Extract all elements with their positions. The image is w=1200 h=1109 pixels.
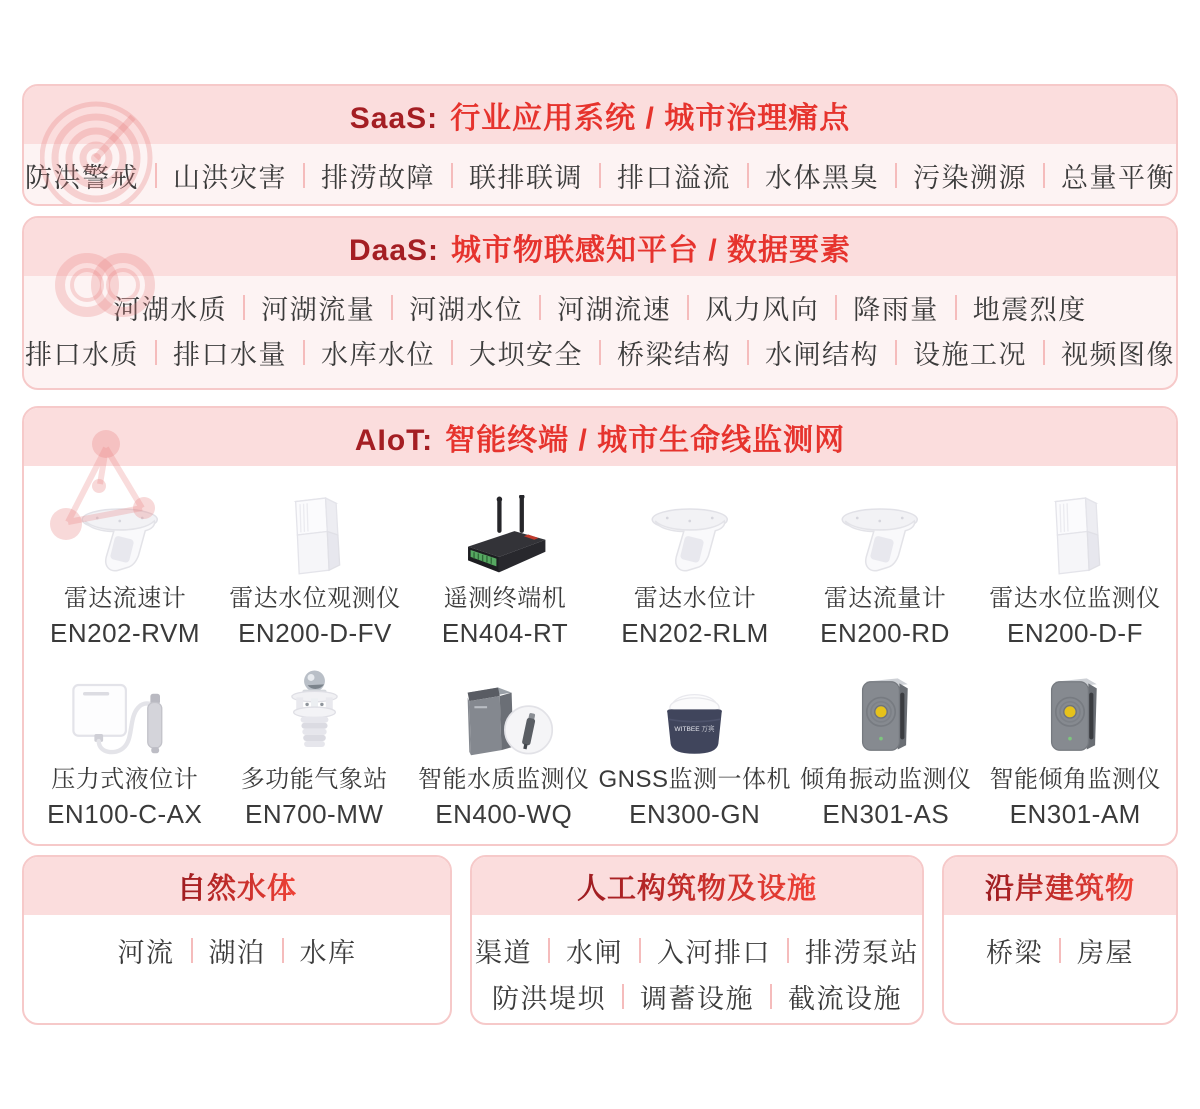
telemetry-terminal-image: [410, 493, 600, 581]
saas-header-band: [24, 86, 1176, 144]
riverside-buildings-rows: [944, 915, 1176, 973]
list-item: 水库: [299, 937, 357, 968]
item-separator: [539, 295, 541, 320]
item-separator: [243, 295, 245, 320]
product-card: [30, 466, 220, 650]
aiot-title-prefix: AIoT:: [354, 424, 434, 457]
structures-items-row-2: [472, 973, 922, 1019]
saas-title-prefix: SaaS:: [349, 102, 439, 135]
daas-header-band: [24, 218, 1176, 276]
product-name: 多功能气象站: [240, 766, 388, 793]
list-item: 房屋: [1077, 937, 1134, 968]
product-card: [600, 466, 790, 650]
item-separator: [155, 340, 157, 365]
product-card: [790, 466, 980, 650]
list-item: 设施工况: [913, 340, 1027, 370]
radar-water-level-meter-image: [600, 493, 790, 581]
list-item: 河湖水位: [409, 295, 524, 325]
list-item: 渠道: [475, 937, 532, 968]
item-separator: [747, 163, 749, 188]
saas-item-list: [24, 144, 1176, 206]
product-model: EN202-RLM: [621, 618, 769, 648]
product-card: [409, 650, 599, 831]
list-item: 排涝故障: [321, 162, 435, 193]
radar-flow-meter-image: [790, 493, 980, 581]
product-name: 雷达水位计: [633, 585, 757, 612]
aiot-product-row-2: [24, 650, 1176, 831]
structures-rows: [472, 915, 922, 1019]
list-item: 联排联调: [469, 162, 583, 193]
item-separator: [622, 984, 624, 1009]
item-separator: [303, 163, 305, 188]
product-card: [220, 466, 410, 650]
natural-water-rows: [24, 915, 450, 973]
list-item: 湖泊: [208, 937, 266, 968]
daas-title-text: 城市物联感知平台 / 数据要素: [451, 234, 852, 267]
product-card: [791, 650, 981, 831]
product-model: EN700-MW: [245, 799, 384, 829]
aiot-title-text: 智能终端 / 城市生命线监测网: [445, 424, 846, 457]
saas-title-text: 行业应用系统 / 城市治理痛点: [450, 102, 851, 135]
structures-header: [472, 857, 922, 915]
item-separator: [835, 295, 837, 320]
product-model: EN301-AM: [1009, 799, 1141, 829]
list-item: 入河排口: [657, 937, 771, 968]
product-card: [981, 650, 1170, 831]
item-separator: [1059, 938, 1061, 963]
natural-water-items: [24, 927, 450, 973]
natural-water-box: [22, 855, 452, 1025]
item-separator: [639, 938, 641, 963]
natural-water-title: 自然水体: [177, 866, 297, 907]
list-item: 调蓄设施: [640, 983, 754, 1014]
product-model: EN404-RT: [441, 618, 569, 648]
daas-title: [349, 225, 851, 269]
item-separator: [391, 295, 393, 320]
item-separator: [599, 163, 601, 188]
product-name: 雷达水位观测仪: [229, 585, 401, 612]
list-item: 排口水质: [25, 340, 139, 370]
list-item: 大坝安全: [469, 340, 583, 370]
product-card: [980, 466, 1170, 650]
list-item: 桥梁结构: [617, 340, 731, 370]
product-model: EN300-GN: [629, 799, 761, 829]
list-item: 水体黑臭: [765, 162, 879, 193]
list-item: 视频图像: [1061, 340, 1175, 370]
list-item: 水库水位: [321, 340, 435, 370]
list-item: 水闸结构: [765, 340, 879, 370]
water-quality-monitor-image: [409, 674, 599, 762]
product-name: 雷达流量计: [823, 585, 947, 612]
list-item: 水闸: [566, 937, 623, 968]
product-model: EN301-AS: [822, 799, 950, 829]
list-item: 总量平衡: [1061, 162, 1175, 193]
item-separator: [770, 984, 772, 1009]
daas-item-row-1: [24, 285, 1176, 330]
item-separator: [687, 295, 689, 320]
list-item: 排口水量: [173, 340, 287, 370]
aiot-header-band: [24, 408, 1176, 466]
saas-title: [350, 93, 850, 137]
product-card: [219, 650, 409, 831]
product-model: EN400-WQ: [435, 799, 573, 829]
list-item: 河湖水质: [113, 295, 228, 325]
pressure-level-transmitter-image: [30, 674, 219, 762]
list-item: 山洪灾害: [173, 162, 287, 193]
item-separator: [599, 340, 601, 365]
daas-item-row-2: [24, 330, 1176, 375]
aiot-product-row-1: [24, 466, 1176, 650]
product-model: EN100-C-AX: [47, 799, 203, 829]
riverside-buildings-box: [942, 855, 1178, 1025]
product-name: 智能水质监测仪: [417, 766, 590, 793]
list-item: 河流: [117, 937, 175, 968]
item-separator: [787, 938, 789, 963]
list-item: 河湖流量: [261, 295, 376, 325]
item-separator: [895, 340, 897, 365]
weather-station-image: [219, 674, 409, 762]
aiot-title: [355, 415, 845, 459]
list-item: 桥梁: [986, 937, 1043, 968]
structures-box: [470, 855, 924, 1025]
item-separator: [451, 340, 453, 365]
riverside-buildings-items: [944, 927, 1176, 973]
natural-water-header: [24, 857, 450, 915]
item-separator: [895, 163, 897, 188]
radar-water-level-observer-image: [220, 493, 410, 581]
product-name: 压力式液位计: [51, 766, 199, 793]
daas-section: [22, 216, 1178, 390]
list-item: 防洪警戒: [25, 162, 139, 193]
product-card: [410, 466, 600, 650]
tilt-vibration-monitor-image: [791, 674, 981, 762]
list-item: 截流设施: [788, 983, 902, 1014]
item-separator: [303, 340, 305, 365]
radar-water-level-monitor-image: [980, 493, 1170, 581]
daas-rows: [24, 276, 1176, 375]
product-name: 倾角振动监测仪: [800, 766, 972, 793]
list-item: 降雨量: [853, 295, 939, 325]
product-model: EN202-RVM: [50, 618, 200, 648]
bottom-box-row: [22, 855, 1178, 1025]
item-separator: [1043, 163, 1045, 188]
item-separator: [451, 163, 453, 188]
product-card: [598, 650, 791, 831]
product-name: 雷达水位监测仪: [989, 585, 1161, 612]
product-name: 智能倾角监测仪: [989, 766, 1161, 793]
item-separator: [955, 295, 957, 320]
smart-tilt-monitor-image: [981, 674, 1170, 762]
structures-title: 人工构筑物及设施: [577, 866, 817, 907]
product-model: EN200-RD: [820, 618, 950, 648]
item-separator: [191, 938, 193, 963]
list-item: 排口溢流: [617, 162, 731, 193]
item-separator: [1043, 340, 1045, 365]
saas-section: [22, 84, 1178, 206]
list-item: 排涝泵站: [805, 937, 919, 968]
product-name: GNSS监测一体机: [598, 766, 791, 793]
daas-title-prefix: DaaS:: [348, 234, 440, 267]
list-item: 河湖流速: [557, 295, 672, 325]
list-item: 污染溯源: [913, 162, 1027, 193]
list-item: 防洪堤坝: [492, 983, 606, 1014]
product-model: EN200-D-FV: [238, 618, 392, 648]
item-separator: [282, 938, 284, 963]
list-item: 风力风向: [705, 295, 820, 325]
list-item: 地震烈度: [972, 295, 1087, 325]
aiot-section: [22, 406, 1178, 846]
product-card: [30, 650, 219, 831]
product-name: 遥测终端机: [443, 585, 567, 612]
structures-items-row-1: [472, 927, 922, 973]
product-name: 雷达流速计: [63, 585, 187, 612]
radar-flow-velocity-meter-image: [30, 493, 220, 581]
item-separator: [548, 938, 550, 963]
gnss-monitor-image: [598, 674, 791, 762]
riverside-buildings-header: [944, 857, 1176, 915]
item-separator: [747, 340, 749, 365]
product-model: EN200-D-F: [1007, 618, 1143, 648]
item-separator: [155, 163, 157, 188]
riverside-buildings-title: 沿岸建筑物: [985, 866, 1135, 907]
